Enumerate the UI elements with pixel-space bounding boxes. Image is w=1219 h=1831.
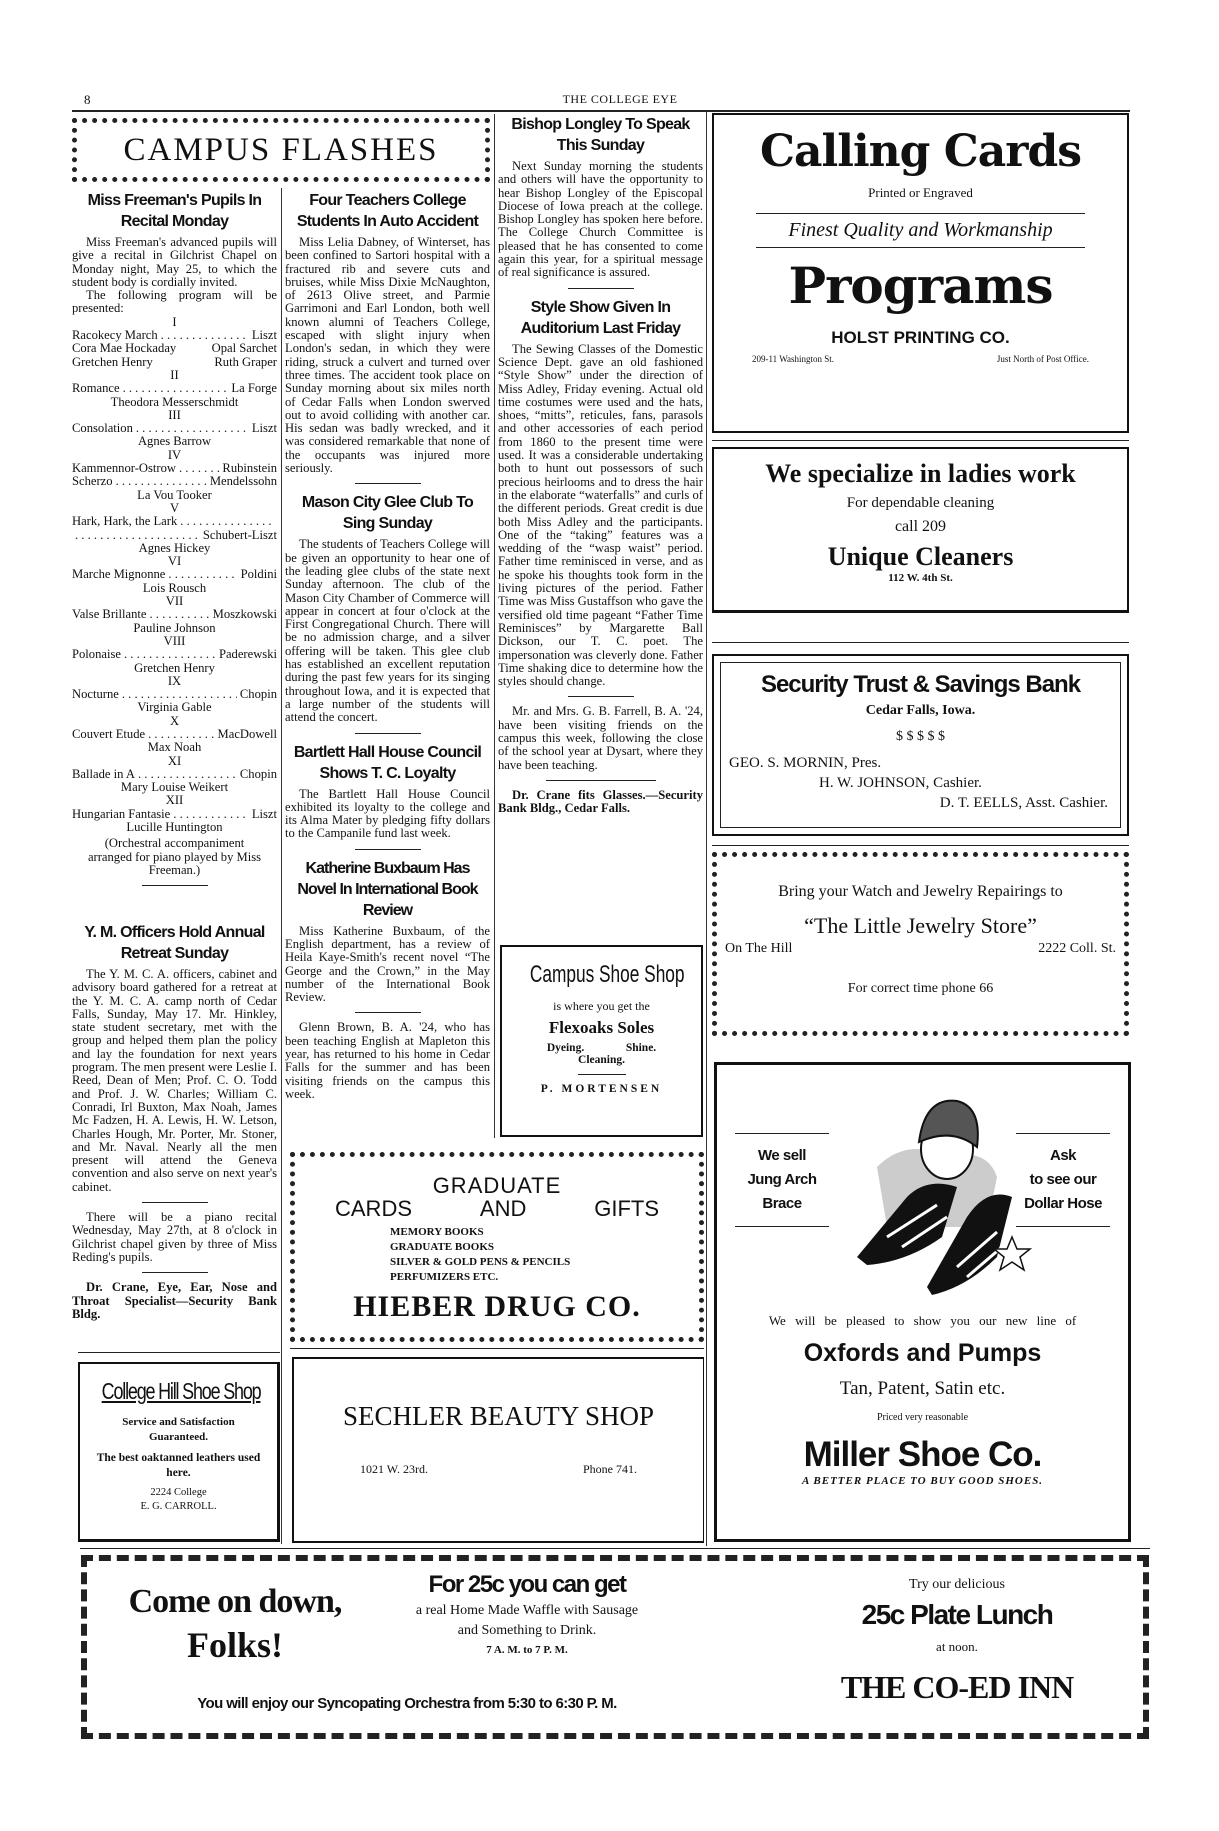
performers — [72, 582, 277, 595]
piece-composer: Paderewski — [218, 647, 277, 662]
dot-leader — [116, 475, 207, 488]
ad-line: is where you get the — [553, 999, 650, 1013]
ad-inner-frame — [720, 662, 1121, 828]
divider — [142, 1272, 208, 1273]
program-note: (Orchestral accompaniment arranged for piano played by Miss Freeman.) — [87, 836, 262, 877]
performers — [72, 741, 277, 754]
ad-hieber-drug — [290, 1152, 704, 1342]
woman-with-shoes-illustration — [847, 1087, 1037, 1307]
performers — [72, 781, 277, 794]
article-ym-retreat — [72, 922, 277, 1321]
program-numeral: IV — [167, 447, 182, 462]
piece-title: Couvert Etude — [72, 726, 146, 741]
bank-officer: GEO. S. MORNIN, Pres. — [729, 755, 882, 771]
dot-leader — [136, 422, 249, 435]
performers — [72, 622, 277, 635]
piece-title: Valse Brillante — [72, 607, 147, 622]
performers — [72, 435, 277, 448]
divider — [568, 696, 634, 697]
word: GIFTS — [594, 1196, 659, 1221]
program-item — [72, 635, 277, 675]
program-piece — [72, 329, 277, 342]
divider — [355, 1012, 421, 1013]
ad-address: 112 W. 4th St. — [888, 572, 953, 584]
ad-tagline: Finest Quality and Workmanship — [756, 213, 1085, 248]
article-piano-recital — [72, 1211, 277, 1264]
service: Shine. — [625, 1042, 657, 1054]
masthead-rule — [72, 110, 1130, 112]
divider — [355, 483, 421, 484]
column-rule — [281, 188, 282, 1544]
program-numeral: X — [169, 713, 180, 728]
program-item — [72, 755, 277, 795]
ad-orchestra-line: You will enjoy our Syncopating Orchestra from 5:30 to 6:30 P. M. — [197, 1695, 617, 1712]
piece-composer: Rubinstein — [222, 461, 277, 476]
callout-line: Brace — [762, 1195, 802, 1212]
performer: Agnes Barrow — [137, 434, 212, 449]
ad-contact — [294, 1462, 703, 1477]
performers — [72, 489, 277, 502]
callout-line: We sell — [758, 1147, 806, 1164]
paragraph: Next Sunday morning the students and others will have the opportunity to hear Bishop Longley of the Episcopal Diocese of Iowa preach at the college. Bishop Longley has spoken here before. The College Church Committee is pleased that he has consented to come again this year, for a spiritual message of real significance is assured. — [498, 159, 703, 280]
ad-line: GRADUATE — [432, 1173, 562, 1198]
performer: Gretchen Henry — [72, 354, 153, 369]
ad-services — [502, 1042, 701, 1054]
paragraph: There will be a piano recital Wednesday, May 27th, at 8 o'clock in Gilchrist chapel given by three of Miss Reding's pupils. — [72, 1210, 277, 1264]
column-rule — [494, 114, 495, 1138]
divider — [290, 1348, 704, 1349]
performer: Max Noah — [147, 740, 202, 755]
article-body — [498, 160, 703, 280]
recital-program — [72, 316, 277, 835]
notice-dr-crane-glasses — [498, 789, 703, 816]
ad-line: The best oaktanned leathers used here. — [96, 1452, 261, 1479]
article-body — [72, 236, 277, 316]
divider — [355, 733, 421, 734]
performer: Lucille Huntington — [126, 820, 223, 835]
service: Cleaning. — [578, 1054, 625, 1066]
paragraph: Dr. Crane, Eye, Ear, Nose and Throat Specialist—Security Bank Bldg. — [72, 1280, 277, 1321]
headline: Y. M. Officers Hold Annual Retreat Sunday — [84, 924, 265, 962]
dot-leader — [179, 462, 219, 475]
program-piece — [72, 382, 277, 395]
piece-composer: Liszt — [251, 806, 277, 821]
ad-item: SILVER & GOLD PENS & PENCILS — [390, 1256, 571, 1268]
performer: Ruth Graper — [214, 354, 277, 369]
dot-leader — [138, 768, 237, 781]
paragraph: The students of Teachers College will be given an opportunity to hear one of the leading glee clubs of the state next Sunday afternoon. The club of the Mason City Chamber of Commerce will appear in concert at four o'clock at the First Congregational Church. There will be no admission charge, and a silver offering will be taken. This glee club has established an excellent reputation during the past few years for its singing throughout Iowa, and it is expected that a large number of the students will attend the concert. — [285, 537, 490, 725]
piece-composer: Mendelssohn — [209, 474, 277, 489]
bank-officer: D. T. EELLS, Asst. Cashier. — [939, 795, 1108, 811]
performers — [72, 342, 277, 355]
performer: Lois Rousch — [142, 580, 207, 595]
dot-leader — [75, 529, 200, 542]
headline: Mason City Glee Club To Sing Sunday — [301, 494, 474, 533]
piece-composer: MacDowell — [217, 726, 277, 741]
program-numeral: VIII — [163, 633, 186, 648]
program-numeral: III — [168, 407, 181, 422]
ad-item: MEMORY BOOKS — [390, 1226, 484, 1238]
performer: Theodora Messerschmidt — [110, 394, 239, 409]
dot-leader — [122, 688, 237, 701]
ad-symbols: $ $ $ $ $ — [896, 729, 945, 744]
article-body — [72, 968, 277, 1194]
ad-address: 1021 W. 23rd. — [360, 1462, 429, 1476]
ad-line: Bring your Watch and Jewelry Repairings to — [778, 883, 1063, 900]
piece-title: Polonaise — [72, 647, 121, 662]
article-freeman-recital — [72, 190, 277, 894]
ad-phone: For correct time phone 66 — [847, 981, 994, 996]
ad-college-hill-shoe-shop — [78, 1362, 280, 1542]
callout-line: Dollar Hose — [1024, 1195, 1102, 1212]
page-number: 8 — [84, 92, 91, 107]
piece-title: Ballade in A — [72, 766, 135, 781]
divider — [142, 885, 208, 886]
program-piece — [72, 768, 277, 781]
ad-item: GRADUATE BOOKS — [390, 1241, 495, 1253]
ad-city: Cedar Falls, Iowa. — [865, 703, 976, 718]
ad-line: Try our delicious — [909, 1577, 1005, 1592]
program-numeral: II — [170, 367, 179, 382]
program-item — [72, 316, 277, 369]
article-buxbaum — [285, 925, 490, 1005]
piece-composer: Schubert-Liszt — [202, 527, 277, 542]
ad-address: 2222 Coll. St. — [1038, 941, 1116, 956]
ad-hours: 7 A. M. to 7 P. M. — [486, 1644, 568, 1656]
divider — [712, 440, 1129, 441]
dot-leader — [173, 808, 249, 821]
headline: Miss Freeman's Pupils In Recital Monday — [87, 192, 262, 230]
paragraph: The following program will be presented: — [72, 288, 277, 316]
ad-left — [105, 1581, 365, 1667]
ad-unique-cleaners — [712, 447, 1129, 613]
article-style-show — [498, 343, 703, 689]
performer: La Vou Tooker — [137, 487, 212, 502]
headline: Bartlett Hall House Council Shows T. C. Loyalty — [293, 743, 482, 782]
ad-line: and Something to Drink. — [457, 1623, 597, 1638]
ad-location: Just North of Post Office. — [996, 354, 1089, 364]
ad-name: Miller Shoe Co. — [803, 1435, 1042, 1474]
article-farrell — [498, 705, 703, 771]
ad-line: We will be pleased to show you our new line of — [768, 1313, 1077, 1328]
ad-phone: call 209 — [894, 518, 947, 535]
word: CARDS — [335, 1196, 413, 1221]
ad-name: HIEBER DRUG CO. — [353, 1290, 641, 1323]
performer: Cora Mae Hockaday — [72, 341, 177, 356]
program-item — [72, 502, 277, 555]
performer: Virginia Gable — [137, 700, 212, 715]
article-glenn-brown — [285, 1021, 490, 1101]
ad-name: College Hill Shoe Shop — [101, 1378, 261, 1404]
piece-composer: La Forge — [231, 381, 277, 396]
ad-location: On The Hill — [725, 941, 793, 956]
piece-composer: Moszkowski — [212, 607, 277, 622]
article-bishop-longley — [498, 114, 703, 815]
program-item — [72, 794, 277, 834]
piece-composer: Liszt — [251, 421, 277, 436]
ad-subtitle: Printed or Engraved — [868, 185, 973, 200]
dot-leader — [148, 728, 214, 741]
ad-name: Security Trust & Savings Bank — [760, 671, 1081, 698]
divider — [578, 1074, 626, 1075]
paragraph: Glenn Brown, B. A. '24, who has been teaching English at Mapleton this year, has returned to his home in Cedar Falls for the summer and has been visiting friends on the campus this week. — [285, 1020, 490, 1101]
program-item — [72, 675, 277, 715]
callout-line: Jung Arch — [747, 1171, 817, 1188]
ad-line: For dependable cleaning — [846, 495, 995, 511]
bank-officer: H. W. JOHNSON, Cashier. — [819, 775, 982, 791]
article-glee-club — [285, 538, 490, 724]
divider — [712, 642, 1129, 643]
program-piece — [72, 608, 277, 621]
ad-body — [717, 1313, 1128, 1487]
program-item — [72, 595, 277, 635]
piece-title: Consolation — [72, 421, 133, 436]
piece-title: Hark, Hark, the Lark — [72, 514, 178, 529]
ad-name: Campus Shoe Shop — [529, 961, 685, 988]
program-item — [72, 555, 277, 595]
ad-address: 2224 College — [150, 1487, 207, 1498]
piece-title: Kammennor-Ostrow — [72, 461, 176, 476]
performers — [72, 356, 277, 369]
dot-leader — [180, 515, 274, 528]
article-bartlett-hall — [285, 788, 490, 841]
service: Dyeing. — [546, 1042, 585, 1054]
program-piece — [72, 568, 277, 581]
section-banner — [72, 118, 490, 182]
paragraph: The Sewing Classes of the Domestic Science Dept. gave an old fashioned “Style Show” under the direction of Miss Adley, Friday evening. Actual old time costumes were used and the hats, shoes, “mitts”, reticules, fans, parasols and other accessories of each period from 1860 to the present time were used. It was a considerable undertaking both to hunt out possessors of such precious heirlooms and to dress the hair in the elaborate “waterfalls” and curls of the different periods. Great credit is due both Miss Adley and the participants. One of the “taking” features was a wedding of the “wasp waist” period. Father time reminisced in verse, and as he spoke his thoughts took form in the living pictures of the period. Father Time was Miss Gustaffson who gave the versified old time pageant “Father Time Reminisces” by Margarette Ball Dickson, our T. C. poet. The impersonation was cleverly done. Father Time shaking dice to determine how the styles should change. — [498, 341, 703, 689]
performers — [72, 701, 277, 714]
callout-line: Ask — [1049, 1147, 1077, 1164]
ad-owner: E. G. CARROLL. — [140, 1501, 217, 1512]
ad-line: a real Home Made Waffle with Sausage — [415, 1603, 639, 1618]
article-body — [285, 236, 490, 475]
program-piece — [72, 515, 277, 528]
piece-composer: Liszt — [251, 328, 277, 343]
ad-headline: Oxfords and Pumps — [803, 1339, 1042, 1367]
headline: Style Show Given In Auditorium Last Friday — [520, 298, 681, 337]
ad-slogan: A BETTER PLACE TO BUY GOOD SHOES. — [801, 1475, 1044, 1487]
divider — [355, 849, 421, 850]
ad-owner: P. MORTENSEN — [540, 1083, 663, 1095]
program-item — [72, 409, 277, 449]
ad-title: Calling Cards — [760, 126, 1081, 177]
newspaper-title: THE COLLEGE EYE — [562, 92, 678, 106]
paragraph: Mr. and Mrs. G. B. Farrell, B. A. '24, have been visiting friends on the campus this week, following the close of the school year at Dysart, where they have been teaching. — [498, 704, 703, 772]
ad-headline: We specialize in ladies work — [765, 459, 1076, 488]
performers — [72, 396, 277, 409]
ad-line: Tan, Patent, Satin etc. — [839, 1378, 1006, 1399]
ad-line — [295, 1197, 699, 1221]
ad-name: Unique Cleaners — [827, 542, 1014, 571]
program-piece — [72, 475, 277, 488]
divider — [142, 1202, 208, 1203]
paragraph: Dr. Crane fits Glasses.—Security Bank Bldg., Cedar Falls. — [498, 787, 703, 816]
dot-leader — [150, 608, 210, 621]
headline: Bishop Longley To Speak This Sunday — [511, 116, 690, 154]
program-numeral: VII — [165, 594, 184, 609]
callout-line: to see our — [1029, 1171, 1097, 1188]
ad-contact — [717, 941, 1124, 957]
ad-campus-shoe-shop — [500, 945, 703, 1137]
piece-composer: Chopin — [239, 687, 277, 702]
performer: Gretchen Henry — [134, 660, 215, 675]
divider — [568, 288, 634, 289]
headline: Four Teachers College Students In Auto Accident — [296, 192, 479, 230]
piece-title: Nocturne — [72, 687, 119, 702]
notice-dr-crane — [72, 1281, 277, 1321]
piece-composer: Chopin — [239, 766, 277, 781]
ad-name: THE CO-ED INN — [840, 1669, 1074, 1705]
ad-headline: Come on down, — [128, 1583, 342, 1620]
ad-address: 209-11 Washington St. — [752, 354, 835, 364]
ad-right — [787, 1577, 1127, 1706]
piece-title: Scherzo — [72, 474, 113, 489]
ad-middle — [387, 1569, 667, 1659]
ad-headline: 25c Plate Lunch — [861, 1599, 1053, 1630]
ad-line: at noon. — [936, 1639, 978, 1654]
ad-headline: For 25c you can get — [428, 1571, 626, 1598]
performer: Opal Sarchet — [211, 341, 277, 356]
ad-headline: Folks! — [186, 1625, 283, 1665]
column-rule — [706, 112, 707, 1546]
ad-phone: Phone 741. — [583, 1462, 637, 1476]
piece-title: Romance — [72, 381, 120, 396]
program-piece — [72, 688, 277, 701]
paragraph: Miss Freeman's advanced pupils will give a recital in Gilchrist Chapel on Monday night, May 25, to which the student body is cordially invited. — [72, 235, 277, 289]
performer: Mary Louise Weikert — [120, 780, 229, 795]
ad-callout-left — [735, 1133, 829, 1227]
program-piece — [72, 462, 277, 475]
piece-composer: Poldini — [240, 567, 277, 582]
paragraph: Miss Lelia Dabney, of Winterset, has been confined to Sartori hospital with a fractured rib and severe cuts and bruises, while Miss Dixie McNaughton, of 2613 Olive street, and Parmie Garrimoni and Earl London, both well known alumni of Teachers College, escaped with slight injury when London's sedan, in which they were riding, struck a culvert and turned over three times. The accident took place on Sunday morning about six miles north of Cedar Falls when London swerved out to avoid colliding with another car. His sedan was badly wrecked, and it was considered remarkable that none of the occupants was injured more seriously. — [285, 235, 490, 476]
program-numeral: VI — [167, 554, 182, 569]
word: AND — [479, 1196, 527, 1221]
paragraph: The Y. M. C. A. officers, cabinet and advisory board gathered for a retreat at the Y. M. C. A. camp north of Cedar Falls, Sunday, May 17. Mr. Hinkley, state student secretary, met with the group and helped them plan the policy and lay the foundation for next years program. The men present were Leslie I. Reed, Dean of Men; Prof. C. O. Todd and Prof. J. W. Charles; William C. Conradi, Irl Buxton, Max Noah, James Mc Fadzen, H. A. Lewis, H. W. Letson, Charles Hough, Mr. Porter, Mr. Stoner, and Mr. Naval. Nearly all the men present will attend the Geneva convention and also serve on next year's cabinet. — [72, 967, 277, 1194]
ad-little-jewelry-store — [712, 852, 1129, 1036]
program-numeral: XI — [167, 753, 182, 768]
dot-leader — [124, 648, 216, 661]
ad-name: SECHLER BEAUTY SHOP — [342, 1401, 655, 1431]
program-piece-cont — [72, 529, 277, 542]
program-item — [72, 715, 277, 755]
program-item — [72, 449, 277, 502]
program-numeral: XII — [165, 793, 184, 808]
ad-product: Flexoaks Soles — [548, 1018, 655, 1037]
ad-miller-shoe — [714, 1062, 1131, 1542]
program-piece — [72, 728, 277, 741]
ad-item: PERFUMIZERS ETC. — [390, 1271, 499, 1283]
program-item — [72, 369, 277, 409]
ad-name: HOLST PRINTING CO. — [831, 328, 1010, 347]
paragraph: Miss Katherine Buxbaum, of the English department, has a review of Heila Kaye-Smith's recent novel “The George and the Crown,” in the May number of the International Book Review. — [285, 923, 490, 1005]
ad-name: “The Little Jewelry Store” — [804, 913, 1037, 938]
divider — [546, 780, 656, 781]
ad-item-list — [295, 1225, 699, 1285]
piece-title: Racokecy March — [72, 328, 158, 343]
paragraph: The Bartlett Hall House Council exhibited its loyalty to the college and its Alma Mater by pledging fifty dollars to the Campanile fund last week. — [285, 786, 490, 841]
piece-title: Hungarian Fantasie — [72, 806, 171, 821]
performers — [72, 542, 277, 555]
program-numeral: I — [172, 314, 177, 329]
ad-line: Service and Satisfaction Guaranteed. — [122, 1416, 235, 1443]
divider — [78, 1352, 280, 1353]
program-numeral: IX — [167, 673, 182, 688]
ad-security-bank — [712, 654, 1129, 836]
section-banner-title: CAMPUS FLASHES — [123, 132, 439, 168]
ad-coed-inn — [81, 1555, 1149, 1739]
ad-line: Priced very reasonable — [876, 1412, 969, 1423]
dot-leader — [161, 329, 249, 342]
ad-title: Programs — [788, 256, 1053, 315]
performer: Pauline Johnson — [133, 620, 216, 635]
ad-holst-printing — [712, 113, 1129, 433]
divider — [712, 845, 1129, 846]
performer: Agnes Hickey — [138, 540, 211, 555]
divider — [80, 1548, 1150, 1549]
headline: Katherine Buxbaum Has Novel In International Book Review — [297, 859, 478, 919]
dot-leader — [168, 568, 237, 581]
dot-leader — [123, 382, 229, 395]
performers — [72, 662, 277, 675]
program-piece — [72, 808, 277, 821]
performers — [72, 821, 277, 834]
program-piece — [72, 422, 277, 435]
program-piece — [72, 648, 277, 661]
program-numeral: V — [169, 500, 180, 515]
ad-sechler-beauty-shop — [292, 1357, 704, 1543]
piece-title: Marche Mignonne — [72, 567, 166, 582]
ad-contact — [714, 354, 1127, 364]
article-auto-accident — [285, 190, 490, 1101]
